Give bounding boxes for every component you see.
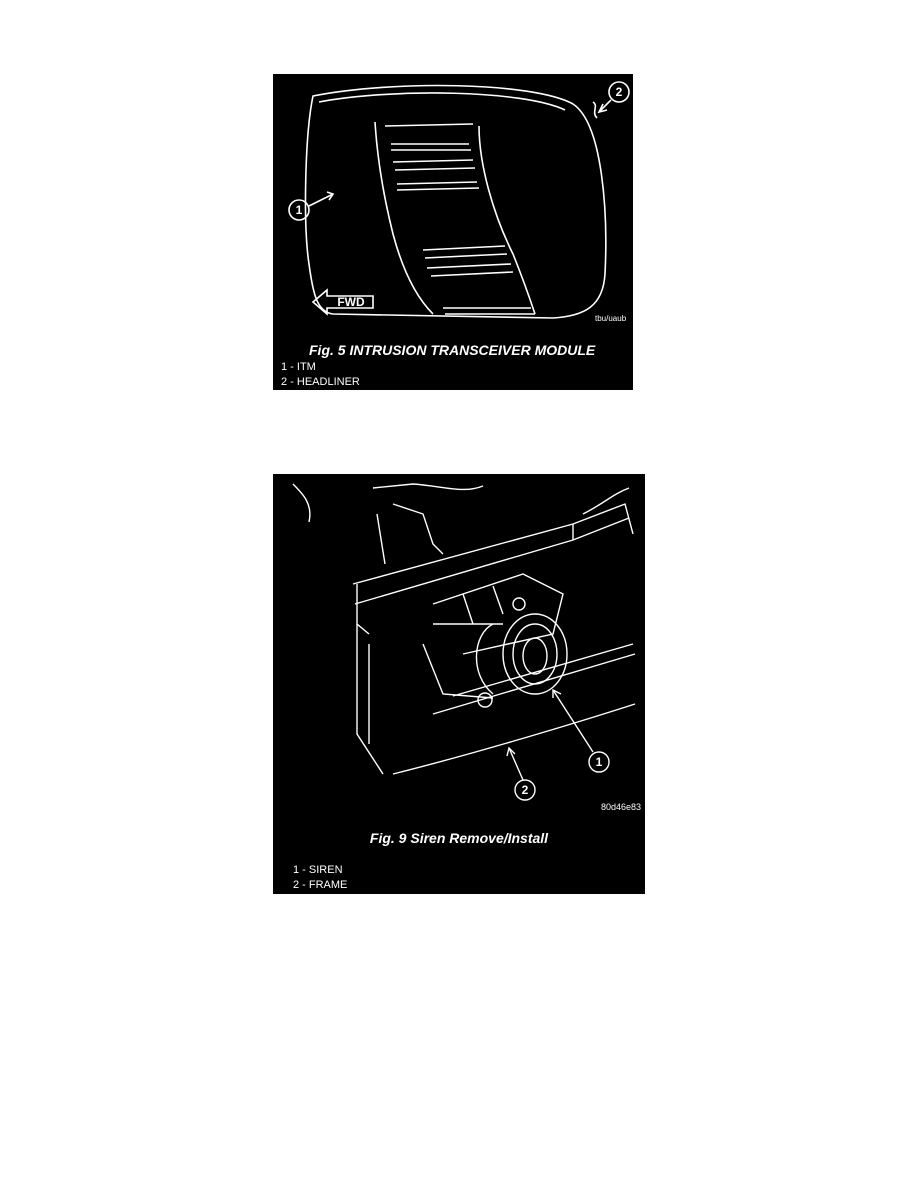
legend-item: 2 - FRAME (293, 879, 348, 891)
callout-2-label: 2 (521, 783, 529, 797)
figure-siren-remove-install (273, 474, 645, 894)
legend-item: 1 - ITM (281, 361, 316, 373)
legend-item: 2 - HEADLINER (281, 376, 360, 388)
figure-intrusion-transceiver-module (273, 74, 633, 390)
figure-legend (281, 360, 360, 390)
callout-2-label: 2 (615, 85, 623, 99)
callout-1-label: 1 (595, 755, 603, 769)
legend-item: 1 - SIREN (293, 864, 343, 876)
fwd-arrow-label: FWD (337, 295, 365, 309)
image-code: tbu/uaub (595, 314, 627, 323)
figure-caption: Fig. 5 INTRUSION TRANSCEIVER MODULE (309, 342, 596, 358)
figure-legend (293, 863, 347, 893)
image-code: 80d46e83 (601, 802, 642, 812)
callout-1-label: 1 (295, 203, 303, 217)
figure-caption: Fig. 9 Siren Remove/Install (369, 830, 549, 846)
